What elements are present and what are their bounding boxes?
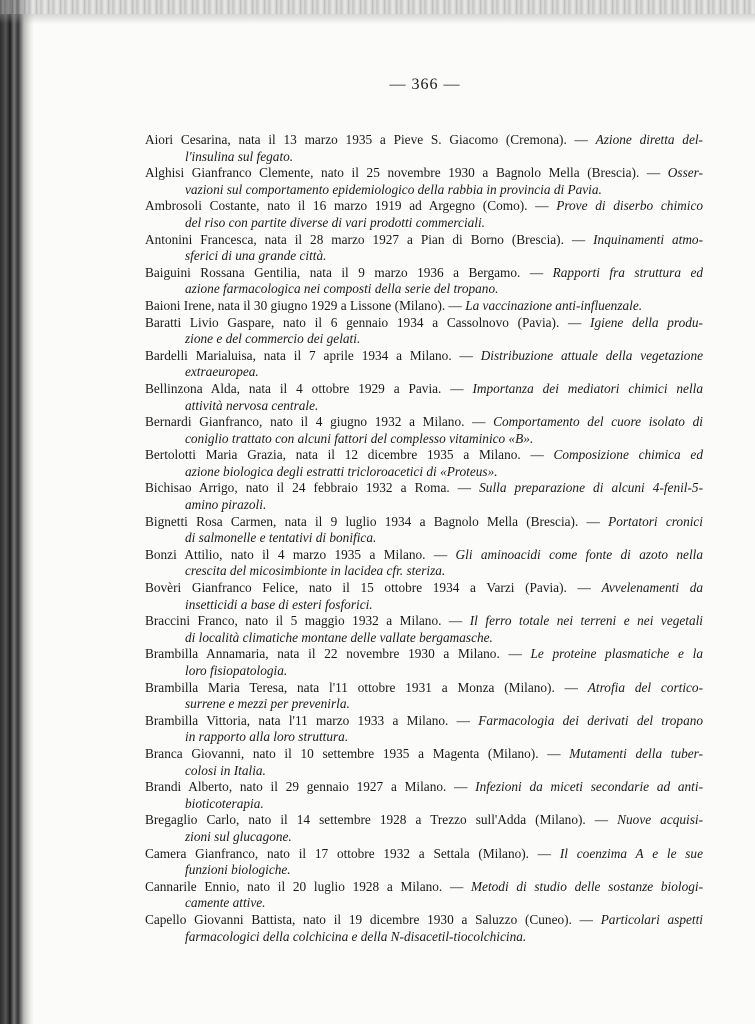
entry-first-line (145, 132, 703, 149)
thesis-title-start: Nuove acquisi- (617, 812, 704, 828)
entry-first-line (145, 198, 703, 215)
list-item (145, 779, 703, 812)
entry-first-line (145, 381, 703, 398)
author-info: Braccini Franco, nato il 5 maggio 1932 a Milano. — (145, 613, 463, 629)
entry-first-line (145, 580, 703, 597)
list-item (145, 447, 703, 480)
thesis-title-continuation: extraeuropea. (185, 364, 259, 380)
thesis-title-continuation: farmacologici della colchicina e della N-disacetil-tiocolchicina. (185, 928, 527, 944)
author-info: Brambilla Vittoria, nata l'11 marzo 1933 a Milano. — (145, 712, 470, 728)
author-info: Bovèri Gianfranco Felice, nato il 15 ottobre 1934 a Varzi (Pavia). — (145, 580, 591, 596)
list-item (145, 165, 703, 198)
thesis-title-start: Sulla preparazione di alcuni 4-fenil-5- (479, 480, 704, 496)
thesis-title-start: Rapporti fra struttura ed (552, 264, 704, 280)
thesis-title-start: Importanza dei mediatori chimici nella (472, 380, 703, 396)
list-item (145, 547, 703, 580)
entry-first-line (145, 746, 703, 763)
author-info: Bonzi Attilio, nato il 4 marzo 1935 a Milano. — (145, 546, 448, 562)
author-info: Capello Giovanni Battista, nato il 19 dicembre 1930 a Saluzzo (Cuneo). — (145, 911, 593, 927)
thesis-title-start: Metodi di studio delle sostanze biologi- (470, 878, 704, 894)
author-info: Baratti Livio Gaspare, nato il 6 gennaio 1934 a Cassolnovo (Pavia). — (145, 314, 582, 330)
thesis-title-start: Gli aminoacidi come fonte di azoto nella (455, 546, 703, 562)
list-item (145, 265, 703, 298)
author-info: Brambilla Maria Teresa, nata l'11 ottobre 1931 a Monza (Milano). — (145, 679, 578, 695)
author-info: Cannarile Ennio, nato il 20 luglio 1928 a Milano. — (145, 878, 464, 894)
thesis-title-continuation: zioni sul glucagone. (185, 828, 292, 844)
thesis-title-start: Infezioni da miceti secondarie ad anti- (475, 779, 703, 795)
thesis-list (145, 132, 703, 945)
thesis-title-continuation: bioticoterapia. (185, 795, 264, 811)
list-item (145, 713, 703, 746)
author-info: Bertolotti Maria Grazia, nata il 12 dicembre 1935 a Milano. — (145, 447, 544, 463)
thesis-title-continuation: colosi in Italia. (185, 762, 266, 778)
list-item (145, 846, 703, 879)
thesis-title-continuation: amino pirazoli. (185, 497, 267, 513)
thesis-title-continuation: del riso con partite diverse di vari prodotti commerciali. (185, 214, 485, 230)
entry-first-line (145, 447, 703, 464)
thesis-title-continuation: l'insulina sul fegato. (185, 148, 294, 164)
author-info: Aiori Cesarina, nata il 13 marzo 1935 a Pieve S. Giacomo (Cremona). — (145, 132, 588, 147)
list-item (145, 812, 703, 845)
thesis-title-continuation: loro fisiopatologia. (185, 663, 288, 678)
scan-top-shadow (0, 14, 755, 24)
list-item (145, 232, 703, 265)
entry-first-line (145, 680, 703, 697)
entry-first-line (145, 912, 703, 929)
entry-first-line (145, 348, 703, 365)
thesis-title-start: Farmacologia dei derivati del tropano (478, 712, 704, 728)
entry-first-line (145, 265, 703, 282)
author-info: Baioni Irene, nata il 30 giugno 1929 a Lissone (Milano). — (145, 297, 462, 313)
thesis-title-start: La vaccinazione anti-influenzale. (465, 297, 643, 313)
thesis-title-continuation: di località climatiche montane delle vallate bergamasche. (185, 629, 493, 645)
thesis-title-start: Inquinamenti atmo- (593, 231, 703, 247)
entry-first-line (145, 779, 703, 796)
list-item (145, 514, 703, 547)
thesis-title-start: Le proteine plasmatiche e la (530, 646, 703, 662)
list-item (145, 912, 703, 945)
list-item (145, 381, 703, 414)
thesis-title-continuation: azione farmacologica nei composti della serie del tropano. (185, 281, 499, 297)
list-item (145, 680, 703, 713)
entry-first-line (145, 480, 703, 497)
thesis-title-start: Distribuzione attuale della vegetazione (480, 347, 703, 363)
thesis-title-start: Portatori cronici (608, 513, 704, 529)
thesis-title-start: Avvelenamenti da (601, 580, 704, 596)
author-info: Baiguini Rossana Gentilia, nata il 9 marzo 1936 a Bergamo. — (145, 264, 544, 280)
scan-top-noise (0, 0, 755, 14)
author-info: Bregaglio Carlo, nato il 14 settembre 1928 a Trezzo sull'Adda (Milano). — (145, 812, 609, 828)
thesis-title-start: Particolari aspetti (600, 911, 703, 927)
page-number: — 366 — (389, 76, 461, 93)
list-item (145, 580, 703, 613)
list-item (145, 646, 703, 679)
entry-first-line (145, 613, 703, 630)
entry-first-line (145, 514, 703, 531)
author-info: Brandi Alberto, nato il 29 gennaio 1927 a Milano. — (145, 779, 468, 795)
thesis-title-continuation: attività nervosa centrale. (185, 397, 319, 413)
list-item (145, 198, 703, 231)
list-item (145, 315, 703, 348)
thesis-title-start: Osser- (667, 165, 703, 181)
author-info: Bignetti Rosa Carmen, nata il 9 luglio 1934 a Bagnolo Mella (Brescia). — (145, 513, 600, 529)
thesis-title-continuation: surrene e mezzi per prevenirla. (185, 696, 350, 712)
author-info: Alghisi Gianfranco Clemente, nato il 25 novembre 1930 a Bagnolo Mella (Brescia). — (145, 165, 661, 181)
author-info: Antonini Francesca, nata il 28 marzo 1927 a Pian di Borno (Brescia). — (145, 231, 586, 247)
list-item (145, 414, 703, 447)
thesis-title-continuation: vazioni sul comportamento epidemiologico della rabbia in provincia di Pavia. (185, 181, 602, 197)
list-item (145, 613, 703, 646)
author-info: Camera Gianfranco, nato il 17 ottobre 1932 a Settala (Milano). — (145, 845, 552, 861)
thesis-title-continuation: funzioni biologiche. (185, 862, 291, 878)
author-info: Branca Giovanni, nato il 10 settembre 1935 a Magenta (Milano). — (145, 745, 561, 761)
list-item (145, 348, 703, 381)
list-item (145, 132, 703, 165)
entry-first-line (145, 812, 703, 829)
author-info: Bardelli Marialuisa, nata il 7 aprile 1934 a Milano. — (145, 347, 473, 363)
thesis-title-start: Prove di diserbo chimico (556, 198, 703, 214)
thesis-title-continuation: di salmonelle e tentativi di bonifica. (185, 530, 377, 546)
entry-first-line (145, 713, 703, 730)
list-item (145, 480, 703, 513)
list-item (145, 298, 703, 315)
thesis-title-continuation: azione biologica degli estratti tricloroacetici di «Proteus». (185, 463, 498, 479)
entry-first-line (145, 646, 703, 663)
thesis-title-start: Comportamento del cuore isolato di (493, 414, 703, 430)
entry-first-line (145, 879, 703, 896)
author-info: Bernardi Gianfranco, nato il 4 giugno 1932 a Milano. — (145, 414, 486, 430)
thesis-title-start: Il coenzima A e le sue (559, 845, 703, 861)
thesis-title-continuation: coniglio trattato con alcuni fattori del complesso vitaminico «B». (185, 430, 534, 446)
author-info: Bichisao Arrigo, nato il 24 febbraio 1932 a Roma. — (145, 480, 472, 496)
thesis-title-continuation: sferici di una grande città. (185, 248, 327, 264)
thesis-title-continuation: camente attive. (185, 895, 266, 911)
list-item (145, 746, 703, 779)
entry-first-line (145, 298, 703, 315)
thesis-title-start: Composizione chimica ed (553, 447, 703, 463)
thesis-title-continuation: zione e del commercio dei gelati. (185, 331, 361, 347)
thesis-title-start: Atrofia del cortico- (587, 679, 704, 695)
entry-first-line (145, 547, 703, 564)
author-info: Brambilla Annamaria, nata il 22 novembre 1930 a Milano. — (145, 646, 522, 662)
thesis-title-start: Azione diretta del- (595, 132, 703, 147)
thesis-title-start: Igiene della produ- (590, 314, 703, 330)
entry-first-line (145, 165, 703, 182)
thesis-title-continuation: crescita del micosimbionte in lacidea cfr. steriza. (185, 563, 446, 579)
list-item (145, 879, 703, 912)
thesis-title-start: Il ferro totale nei terreni e nei vegetali (469, 613, 704, 629)
entry-first-line (145, 846, 703, 863)
thesis-title-continuation: in rapporto alla loro struttura. (185, 729, 349, 745)
thesis-title-continuation: insetticidi a base di esteri fosforici. (185, 596, 373, 612)
entry-first-line (145, 315, 703, 332)
scan-binding-edge (0, 0, 34, 1024)
author-info: Ambrosoli Costante, nato il 16 marzo 1919 ad Argegno (Como). — (145, 198, 549, 214)
entry-first-line (145, 232, 703, 249)
thesis-title-start: Mutamenti della tuber- (569, 745, 704, 761)
entry-first-line (145, 414, 703, 431)
author-info: Bellinzona Alda, nata il 4 ottobre 1929 a Pavia. — (145, 380, 464, 396)
